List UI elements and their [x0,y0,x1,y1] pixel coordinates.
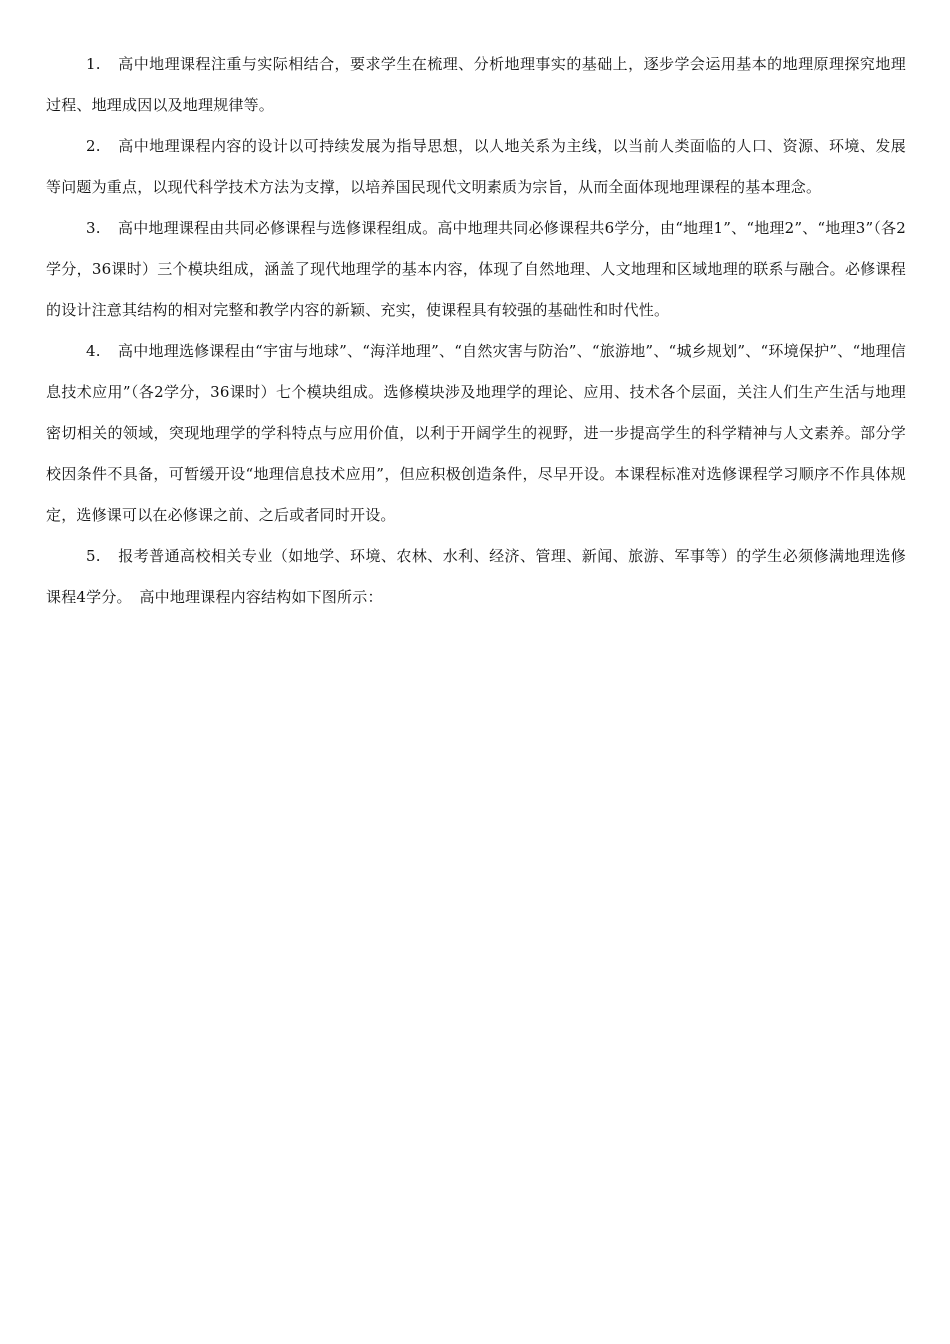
paragraph-number: 5. [86,547,101,565]
paragraph-number: 4. [86,342,101,360]
document-page [46,44,906,618]
paragraph-text: 报考普通高校相关专业（如地学、环境、农林、水利、经济、管理、新闻、旅游、军事等）的学生必须修满地理选修课程4学分。 高中地理课程内容结构如下图所示： [46,547,906,606]
paragraph-number: 2. [86,137,101,155]
paragraph-text: 高中地理选修课程由“宇宙与地球”、“海洋地理”、“自然灾害与防治”、“旅游地”、“城乡规划”、“环境保护”、“地理信息技术应用”（各2学分，36课时）七个模块组成。选修模块涉及地理学的理论、应用、技术各个层面，关注人们生产生活与地理密切相关的领域，突现地理学的学科特点与应用价值，以利于开阔学生的视野，进一步提高学生的科学精神与人文素养。部分学校因条件不具备，可暂缓开设“地理信息技术应用”，但应积极创造条件，尽早开设。本课程标准对选修课程学习顺序不作具体规定，选修课可以在必修课之前、之后或者同时开设。 [46,342,906,524]
paragraph-5 [46,536,906,618]
paragraph-4 [46,331,906,536]
paragraph-text: 高中地理课程注重与实际相结合，要求学生在梳理、分析地理事实的基础上，逐步学会运用基本的地理原理探究地理过程、地理成因以及地理规律等。 [46,55,906,114]
paragraph-text: 高中地理课程内容的设计以可持续发展为指导思想，以人地关系为主线，以当前人类面临的人口、资源、环境、发展等问题为重点，以现代科学技术方法为支撑，以培养国民现代文明素质为宗旨，从而全面体现地理课程的基本理念。 [46,137,906,196]
paragraph-3 [46,208,906,331]
paragraph-text: 高中地理课程由共同必修课程与选修课程组成。高中地理共同必修课程共6学分，由“地理1”、“地理2”、“地理3”（各2学分，36课时）三个模块组成，涵盖了现代地理学的基本内容，体现了自然地理、人文地理和区域地理的联系与融合。必修课程的设计注意其结构的相对完整和教学内容的新颖、充实，使课程具有较强的基础性和时代性。 [46,219,906,319]
paragraph-2 [46,126,906,208]
paragraph-number: 3. [86,219,101,237]
paragraph-number: 1. [86,55,101,73]
paragraph-1 [46,44,906,126]
